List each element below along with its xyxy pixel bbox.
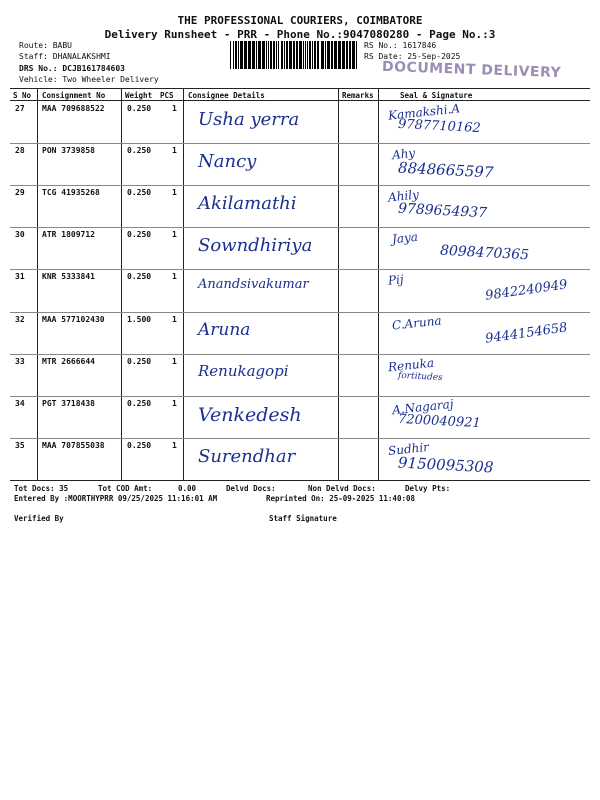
barcode-bar bbox=[281, 41, 283, 69]
row-pcs: 1 bbox=[172, 272, 177, 282]
total-cod-label: Tot COD Amt: bbox=[98, 484, 153, 493]
row-weight: 0.250 bbox=[127, 398, 152, 408]
row-signature: Renuka bbox=[387, 355, 435, 374]
barcode-bar bbox=[356, 41, 357, 69]
col-header-consignee: Consignee Details bbox=[188, 91, 265, 100]
total-cod-value: 0.00 bbox=[178, 484, 197, 493]
row-signature: Sudhir bbox=[387, 439, 430, 458]
table-header-rule bbox=[10, 100, 590, 101]
barcode-bar bbox=[321, 41, 324, 69]
barcode-bar bbox=[352, 41, 355, 69]
col-header-sno: S No bbox=[13, 91, 32, 100]
rs-number: RS No.: 1617846 bbox=[364, 41, 437, 50]
barcode-bar bbox=[235, 41, 237, 69]
total-docs: Tot Docs: 35 bbox=[14, 484, 69, 493]
col-header-consignment: Consignment No bbox=[42, 91, 106, 100]
staff-signature-label: Staff Signature bbox=[269, 514, 337, 523]
row-consignment-no: PGT 3718438 bbox=[42, 398, 95, 408]
row-consignment-no: MTR 2666644 bbox=[42, 356, 95, 366]
barcode-bar bbox=[312, 41, 313, 69]
barcode-bar bbox=[325, 41, 326, 69]
non-delivered-docs-label: Non Delvd Docs: bbox=[308, 484, 376, 493]
row-signature: Jaya bbox=[391, 229, 419, 247]
row-divider bbox=[10, 227, 590, 228]
verified-by-label: Verified By bbox=[14, 514, 64, 523]
row-weight: 0.250 bbox=[127, 188, 152, 198]
row-consignment-no: MAA 709688522 bbox=[42, 104, 105, 113]
col-header-weight: Weight bbox=[125, 91, 153, 100]
document-delivery-stamp: DOCUMENT DELIVERY bbox=[381, 58, 562, 82]
row-sno: 35 bbox=[15, 440, 25, 450]
barcode-bar bbox=[303, 41, 304, 69]
barcode-bar bbox=[307, 41, 308, 69]
row-sno: 28 bbox=[15, 146, 25, 156]
barcode-bar bbox=[268, 41, 269, 69]
row-signature-phone: 9842240949 bbox=[484, 277, 569, 305]
row-consignment-no: MAA 707855038 bbox=[42, 440, 105, 450]
row-sno: 34 bbox=[15, 398, 25, 408]
row-pcs: 1 bbox=[172, 440, 177, 450]
col-divider bbox=[378, 88, 379, 480]
row-weight: 0.250 bbox=[127, 104, 152, 113]
row-pcs: 1 bbox=[172, 188, 177, 198]
barcode-bar bbox=[331, 41, 333, 69]
col-divider bbox=[338, 88, 339, 480]
barcode-bar bbox=[299, 41, 302, 69]
drs-number: DRS No.: DCJB161784603 bbox=[19, 64, 125, 73]
row-consignee-name: Anandsivakumar bbox=[198, 277, 309, 293]
barcode-bar bbox=[286, 41, 288, 69]
col-divider bbox=[183, 88, 184, 480]
vehicle-label: Vehicle: Two Wheeler Delivery bbox=[19, 75, 159, 84]
row-signature-phone: 7200040921 bbox=[397, 411, 482, 431]
barcode-bar bbox=[276, 41, 277, 69]
barcode-bar bbox=[317, 41, 319, 69]
delivered-docs-label: Delvd Docs: bbox=[226, 484, 276, 493]
barcode-bar bbox=[248, 41, 251, 69]
row-sno: 30 bbox=[15, 230, 25, 240]
row-sno: 29 bbox=[15, 188, 25, 198]
barcode-bar bbox=[349, 41, 351, 69]
row-divider bbox=[10, 143, 590, 144]
row-consignee-name: Venkedesh bbox=[198, 403, 302, 426]
row-consignee-name: Renukagopi bbox=[198, 361, 289, 380]
barcode-bar bbox=[284, 41, 285, 69]
col-header-remarks: Remarks bbox=[342, 91, 374, 100]
barcode-bar bbox=[338, 41, 341, 69]
row-divider bbox=[10, 269, 590, 270]
row-consignee-name: Nancy bbox=[198, 151, 257, 173]
row-pcs: 1 bbox=[172, 146, 177, 156]
row-pcs: 1 bbox=[172, 230, 177, 240]
row-signature-phone: 9444154658 bbox=[484, 319, 569, 347]
table-bottom-rule bbox=[10, 480, 590, 481]
table-top-rule bbox=[10, 88, 590, 89]
row-consignment-no: ATR 1809712 bbox=[42, 230, 95, 240]
delivery-points-label: Delvy Pts: bbox=[405, 484, 451, 493]
row-weight: 0.250 bbox=[127, 146, 152, 156]
barcode-bar bbox=[327, 41, 330, 69]
barcode-bar bbox=[334, 41, 337, 69]
barcode-bar bbox=[266, 41, 267, 69]
barcode-bar bbox=[238, 41, 239, 69]
barcode-bar bbox=[346, 41, 348, 69]
row-sno: 31 bbox=[15, 272, 25, 282]
row-consignment-no: KNR 5333841 bbox=[42, 272, 95, 282]
row-weight: 1.500 bbox=[127, 314, 152, 324]
row-signature-phone: 9787710162 bbox=[397, 116, 482, 137]
barcode-bar bbox=[305, 41, 306, 69]
barcode-bar bbox=[258, 41, 261, 69]
row-signature: Ahy bbox=[391, 145, 416, 163]
row-consignment-no: MAA 577102430 bbox=[42, 314, 105, 324]
row-weight: 0.250 bbox=[127, 272, 152, 282]
row-sno: 27 bbox=[15, 104, 25, 113]
row-consignee-name: Sowndhiriya bbox=[198, 235, 313, 257]
row-divider bbox=[10, 312, 590, 313]
row-pcs: 1 bbox=[172, 356, 177, 366]
row-signature: Ahily bbox=[387, 187, 420, 205]
reprinted-on: Reprinted On: 25-09-2025 11:40:08 bbox=[266, 494, 416, 503]
barcode-bar bbox=[342, 41, 345, 69]
row-consignee-name: Usha yerra bbox=[198, 109, 300, 130]
barcode-bar bbox=[289, 41, 292, 69]
row-weight: 0.250 bbox=[127, 356, 152, 366]
barcode-bar bbox=[262, 41, 265, 69]
row-divider bbox=[10, 438, 590, 439]
row-signature-phone: 9789654937 bbox=[397, 200, 488, 222]
row-signature-phone: 8848665597 bbox=[397, 158, 494, 182]
barcode-bar bbox=[244, 41, 247, 69]
col-header-pcs: PCS bbox=[160, 91, 174, 100]
barcode-bar bbox=[314, 41, 316, 69]
row-pcs: 1 bbox=[172, 104, 177, 113]
row-divider bbox=[10, 185, 590, 186]
barcode-bar bbox=[278, 41, 279, 69]
row-signature: Kamakshi.A bbox=[387, 101, 461, 123]
barcode-bar bbox=[273, 41, 275, 69]
barcode-bar bbox=[296, 41, 298, 69]
row-signature-phone: 9150095308 bbox=[397, 453, 494, 477]
barcode-bar bbox=[256, 41, 257, 69]
col-divider bbox=[37, 88, 38, 480]
row-weight: 0.250 bbox=[127, 440, 152, 450]
col-header-seal-signature: Seal & Signature bbox=[400, 91, 473, 100]
runsheet-title: Delivery Runsheet - PRR - Phone No.:9047080280 - Page No.:3 bbox=[104, 28, 496, 41]
row-pcs: 1 bbox=[172, 398, 177, 408]
row-consignment-no: PON 3739858 bbox=[42, 146, 95, 156]
barcode bbox=[230, 41, 360, 69]
row-signature: A.Nagaraj bbox=[391, 396, 455, 417]
row-sno: 33 bbox=[15, 356, 25, 366]
row-consignee-name: Surendhar bbox=[198, 445, 296, 467]
row-signature-phone: fortitudes bbox=[397, 370, 443, 383]
entered-by: Entered By :MOORTHYPRR 09/25/2025 11:16:01 AM bbox=[14, 494, 218, 503]
row-consignee-name: Akilamathi bbox=[198, 193, 297, 215]
rs-date: RS Date: 25-Sep-2025 bbox=[364, 52, 461, 61]
row-pcs: 1 bbox=[172, 314, 177, 324]
row-signature: C.Aruna bbox=[391, 312, 443, 333]
row-signature-phone: 8098470365 bbox=[439, 242, 530, 264]
row-consignment-no: TCG 41935268 bbox=[42, 188, 100, 198]
route-label: Route: BABU bbox=[19, 41, 72, 50]
company-title: THE PROFESSIONAL COURIERS, COIMBATORE bbox=[177, 14, 423, 27]
barcode-bar bbox=[252, 41, 255, 69]
barcode-bar bbox=[230, 41, 231, 69]
row-divider bbox=[10, 354, 590, 355]
col-divider bbox=[121, 88, 122, 480]
row-sno: 32 bbox=[15, 314, 25, 324]
row-divider bbox=[10, 396, 590, 397]
barcode-bar bbox=[293, 41, 295, 69]
barcode-bar bbox=[309, 41, 311, 69]
row-signature: Pij bbox=[387, 272, 405, 289]
barcode-bar bbox=[233, 41, 234, 69]
barcode-bar bbox=[240, 41, 243, 69]
barcode-bar bbox=[270, 41, 272, 69]
staff-label: Staff: DHANALAKSHMI bbox=[19, 52, 111, 61]
row-consignee-name: Aruna bbox=[198, 319, 251, 340]
row-weight: 0.250 bbox=[127, 230, 152, 240]
